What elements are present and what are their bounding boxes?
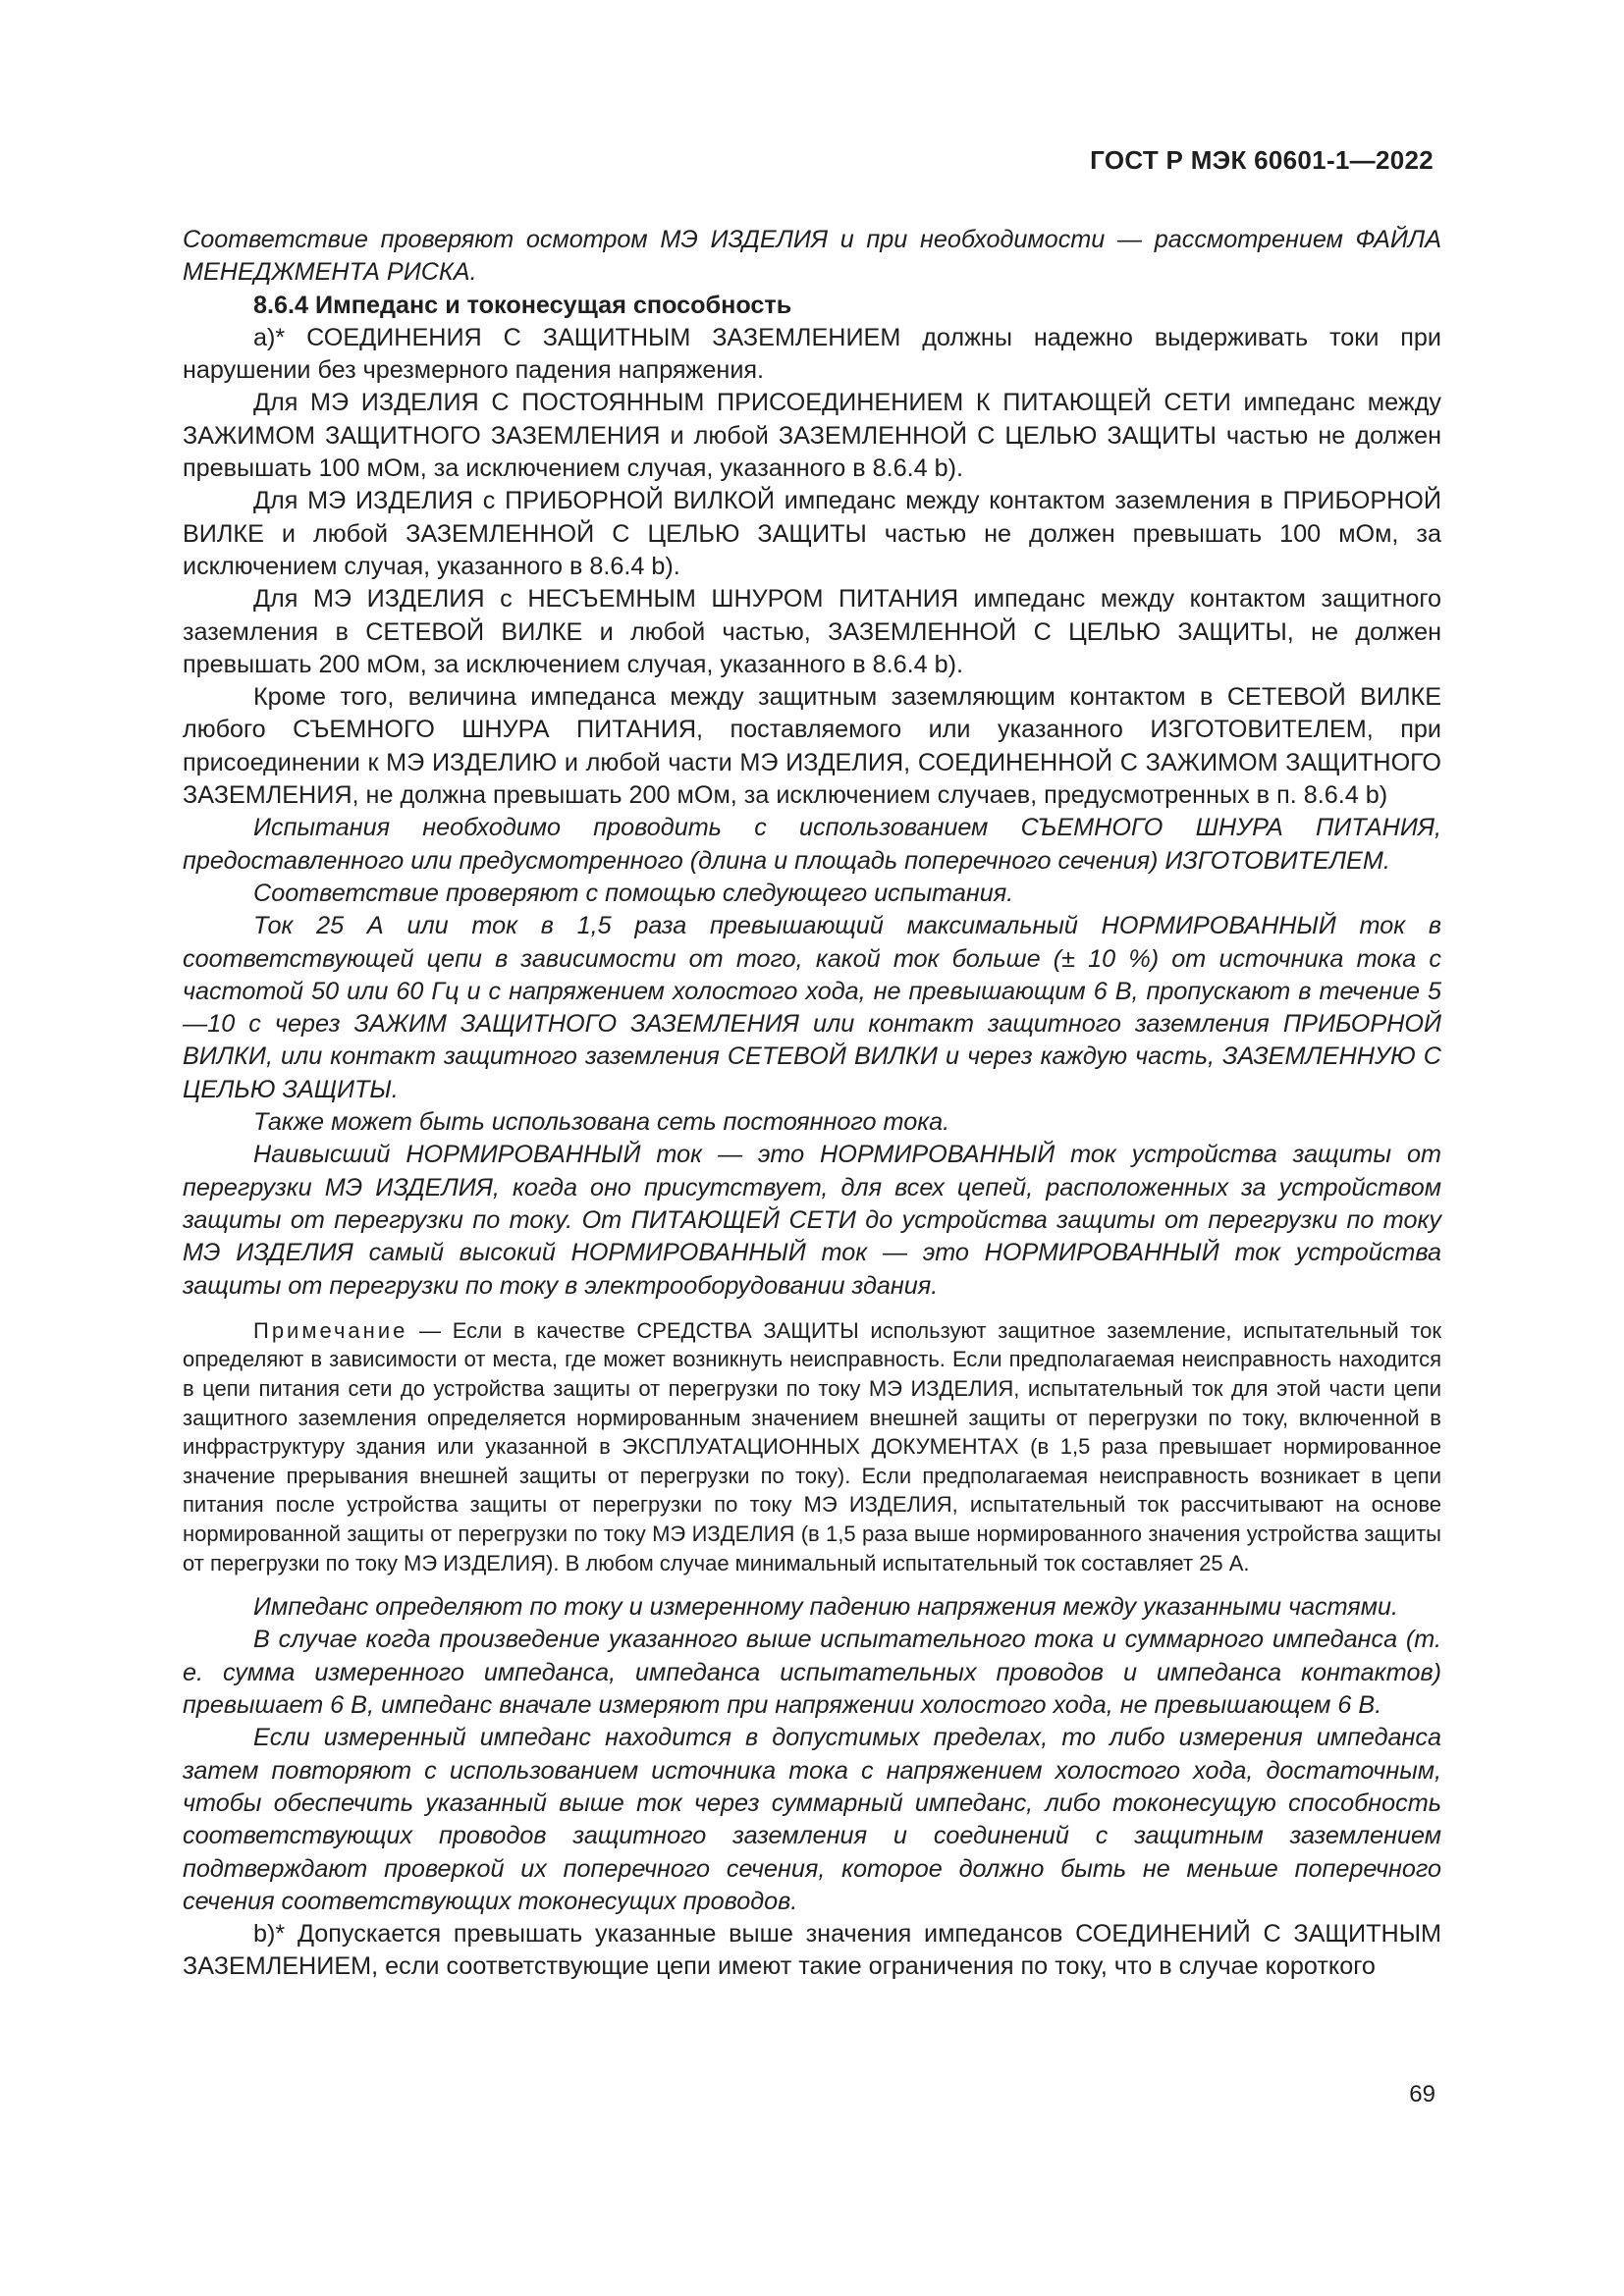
paragraph-appliance-inlet: Для МЭ ИЗДЕЛИЯ с ПРИБОРНОЙ ВИЛКОЙ импеданс между контактом заземления в ПРИБОРНОЙ ВИЛКЕ и любой ЗАЗЕМЛЕННОЙ С ЦЕЛЬЮ ЗАЩИТЫ частью не должен превышать 100 мОм, за исключением случая, указанного в 8.6.4 b). <box>183 487 1441 580</box>
paragraph-detachable-cord: Кроме того, величина импеданса между защитным заземляющим контактом в СЕТЕВОЙ ВИЛКЕ любого СЪЕМНОГО ШНУРА ПИТАНИЯ, поставляемого или указанного ИЗГОТОВИТЕЛЕМ, при присоединении к МЭ ИЗДЕЛИЮ и любой части МЭ ИЗДЕЛИЯ, СОЕДИНЕННОЙ С ЗАЖИМОМ ЗАЩИТНОГО ЗАЗЕМЛЕНИЯ, не должна превышать 200 мОм, за исключением случаев, предусмотренных в п. 8.6.4 b) <box>183 683 1441 810</box>
paragraph-voltage-limit: В случае когда произведение указанного выше испытательного тока и суммарного импеданса (т. е. сумма измеренного импеданса, импеданса испытательных проводов и импеданса контактов) превышает 6 В, импеданс вначале измеряют при напряжении холостого хода, не превышающем 6 В. <box>183 1626 1441 1720</box>
paragraph-test-current: Ток 25 А или ток в 1,5 раза превышающий максимальный НОРМИРОВАННЫЙ ток в соответствующей цепи в зависимости от того, какой ток больше (± 10 %) от источника тока с частотой 50 или 60 Гц и с напряжением холостого хода, не превышающим 6 В, пропускают в течение 5—10 с через ЗАЖИМ ЗАЩИТНОГО ЗАЗЕМЛЕНИЯ или контакт защитного заземления ПРИБОРНОЙ ВИЛКИ, или контакт защитного заземления СЕТЕВОЙ ВИЛКИ и через каждую часть, ЗАЗЕМЛЕННУЮ С ЦЕЛЬЮ ЗАЩИТЫ. <box>183 912 1441 1103</box>
page-number: 69 <box>1409 2081 1435 2108</box>
paragraph-compliance-test: Соответствие проверяют с помощью следующего испытания. <box>253 879 1014 907</box>
document-body <box>183 224 1441 1984</box>
paragraph-dc-network: Также может быть использована сеть постоянного тока. <box>253 1108 950 1137</box>
paragraph-test-cord: Испытания необходимо проводить с использованием СЪЕМНОГО ШНУРА ПИТАНИЯ, предоставленного или предусмотренного (длина и площадь поперечного сечения) ИЗГОТОВИТЕЛЕМ. <box>183 814 1441 875</box>
note-paragraph <box>183 1316 1441 1577</box>
paragraph-item-a: а)* СОЕДИНЕНИЯ С ЗАЩИТНЫМ ЗАЗЕМЛЕНИЕМ должны надежно выдерживать токи при нарушении без чрезмерного падения напряжения. <box>183 323 1441 385</box>
paragraph-highest-rated-current: Наивысший НОРМИРОВАННЫЙ ток — это НОРМИРОВАННЫЙ ток устройства защиты от перегрузки МЭ ИЗДЕЛИЯ, когда оно присутствует, для всех цепей, расположенных за устройством защиты от перегрузки по току. От ПИТАЮЩЕЙ СЕТИ до устройства защиты от перегрузки по току МЭ ИЗДЕЛИЯ самый высокий НОРМИРОВАННЫЙ ток — это НОРМИРОВАННЫЙ ток устройства защиты от перегрузки по току в электрооборудовании здания. <box>183 1141 1441 1300</box>
document-header: ГОСТ Р МЭК 60601-1—2022 <box>1090 145 1434 175</box>
paragraph-item-b: b)* Допускается превышать указанные выше значения импедансов СОЕДИНЕНИЙ С ЗАЩИТНЫМ ЗАЗЕМЛЕНИЕМ, если соответствующие цепи имеют такие ограничения по току, что в случае короткого <box>183 1920 1441 1981</box>
paragraph-repeat-measurement: Если измеренный импеданс находится в допустимых пределах, то либо измерения импеданса затем повторяют с использованием источника тока с напряжением холостого хода, достаточным, чтобы обеспечить указанный выше ток через суммарный импеданс, либо токонесущую способность соответствующих проводов защитного заземления и соединений с защитным заземлением подтверждают проверкой их поперечного сечения, которое должно быть не меньше поперечного сечения соответствующих токонесущих проводов. <box>183 1724 1441 1915</box>
paragraph-permanent-connection: Для МЭ ИЗДЕЛИЯ С ПОСТОЯННЫМ ПРИСОЕДИНЕНИЕМ К ПИТАЮЩЕЙ СЕТИ импеданс между ЗАЖИМОМ ЗАЩИТНОГО ЗАЗЕМЛЕНИЯ и любой ЗАЗЕМЛЕННОЙ С ЦЕЛЬЮ ЗАЩИТЫ частью не должен превышать 100 мОм, за исключением случая, указанного в 8.6.4 b). <box>183 389 1441 483</box>
note-text: — Если в качестве СРЕДСТВА ЗАЩИТЫ используют защитное заземление, испытательный ток определяют в зависимости от места, где может возникнуть неисправность. Если предполагаемая неисправность находится в цепи питания сети до устройства защиты от перегрузки по току МЭ ИЗДЕЛИЯ, испытательный ток для этой части цепи защитного заземления определяется нормированным значением внешней защиты от перегрузки по току, включенной в инфраструктуру здания или указанной в ЭКСПЛУАТАЦИОННЫХ ДОКУМЕНТАХ (в 1,5 раза превышает нормированное значение прерывания внешней защиты от перегрузки по току). Если предполагаемая неисправность возникает в цепи питания после устройства защиты от перегрузки по току МЭ ИЗДЕЛИЯ, испытательный ток рассчитывают на основе нормированной защиты от перегрузки по току МЭ ИЗДЕЛИЯ (в 1,5 раза выше нормированного значения устройства защиты от перегрузки по току МЭ ИЗДЕЛИЯ). В любом случае минимальный испытательный ток составляет 25 А. <box>183 1317 1441 1575</box>
paragraph-impedance-determination: Импеданс определяют по току и измеренному падению напряжения между указанными частями. <box>253 1593 1399 1622</box>
paragraph-compliance-inspection: Соответствие проверяют осмотром МЭ ИЗДЕЛИЯ и при необходимости — рассмотрением ФАЙЛА МЕНЕДЖМЕНТА РИСКА. <box>183 226 1441 287</box>
paragraph-non-detachable-cord: Для МЭ ИЗДЕЛИЯ с НЕСЪЕМНЫМ ШНУРОМ ПИТАНИЯ импеданс между контактом защитного заземления в СЕТЕВОЙ ВИЛКЕ и любой частью, ЗАЗЕМЛЕННОЙ С ЦЕЛЬЮ ЗАЩИТЫ, не должен превышать 200 мОм, за исключением случая, указанного в 8.6.4 b). <box>183 585 1441 678</box>
section-heading: 8.6.4 Импеданс и токонесущая способность <box>253 291 792 319</box>
note-label: Примечание <box>253 1317 408 1343</box>
